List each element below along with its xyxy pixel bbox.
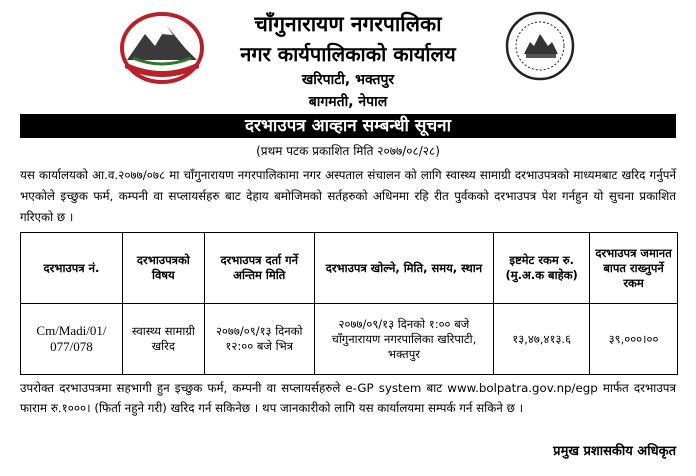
cell-estimate: १३,४७,४१३.६ xyxy=(494,304,590,375)
office-name: नगर कार्यपालिकाको कार्यालय xyxy=(240,42,456,66)
notice-title-banner: दरभाउपत्र आव्हान सम्बन्धी सूचना xyxy=(20,114,676,138)
col-header-security: दरभाउपत्र जमानत बापत राख्नुपर्ने रकम xyxy=(590,233,678,304)
col-header-number: दरभाउपत्र नं. xyxy=(21,233,123,304)
bid-table xyxy=(20,232,678,375)
address-line-1: खरिपाटी, भक्तपुर xyxy=(301,72,395,88)
cell-subject: स्वास्थ्य सामाग्री खरिद xyxy=(122,304,204,375)
signature-title: प्रमुख प्रशासकीय अधिकृत xyxy=(553,444,676,459)
col-header-opening: दरभाउपत्र खोल्ने, मिति, समय, स्थान xyxy=(314,233,494,304)
footer-paragraph: उपरोक्त दरभाउपत्रमा सहभागी हुन इच्छुक फर्म, कम्पनी वा सप्लायर्सहरुले e-GP system बाट www.bolpatra.gov.np/egp मार्फत दरभाउपत्र फाराम रु.१०००। (फिर्ता नहुने गरी) खरिद गर्न सकिनेछ । थप जानकारीको लागि यस कार्यालयमा सम्पर्क गर्न सकिने छ । xyxy=(20,381,676,415)
address-line-2: बागमती, नेपाल xyxy=(308,94,388,110)
col-header-estimate: इष्टमेट रकम रु. (मु.अ.क बाहेक) xyxy=(494,233,590,304)
municipality-name: चाँगुनारायण नगरपालिका xyxy=(254,12,442,36)
intro-paragraph: यस कार्यालयको आ.व.२०७७/०७८ मा चाँगुनारायण नगरपालिकामा नगर अस्पताल संचालन को लागि स्वास्थ्य सामाग्री दरभाउपत्रको माध्यमबाट खरिद गर्नुपर्ने भएकोले इच्छुक फर्म, कम्पनी वा सप्लायर्सहरु बाट देहाय बमोजिमको सर्तहरुको अधिनमा रहि रीत पुर्वकको दरभाउपत्र पेश गर्नहुन यो सुचना प्रकाशित गरिएको छ । xyxy=(20,168,676,224)
table-header-row xyxy=(21,233,678,304)
cell-security: ३९,०००।०० xyxy=(590,304,678,375)
col-header-subject: दरभाउपत्रको विषय xyxy=(122,233,204,304)
col-header-deadline: दरभाउपत्र दर्ता गर्ने अन्तिम मिति xyxy=(204,233,314,304)
cell-opening: २०७७/०९/१३ दिनको १:०० बजे चाँगुनारायण नगरपालिका खरिपाटी, भक्तपुर xyxy=(314,304,494,375)
table-row xyxy=(21,304,678,375)
publication-date: (प्रथम पटक प्रकाशित मिति २०७७/०८/२८) xyxy=(256,144,440,158)
cell-number: Cm/Madi/01/ 077/078 xyxy=(21,304,123,375)
cell-deadline: २०७७/०९/१३ दिनको १२:०० बजे भित्र xyxy=(204,304,314,375)
